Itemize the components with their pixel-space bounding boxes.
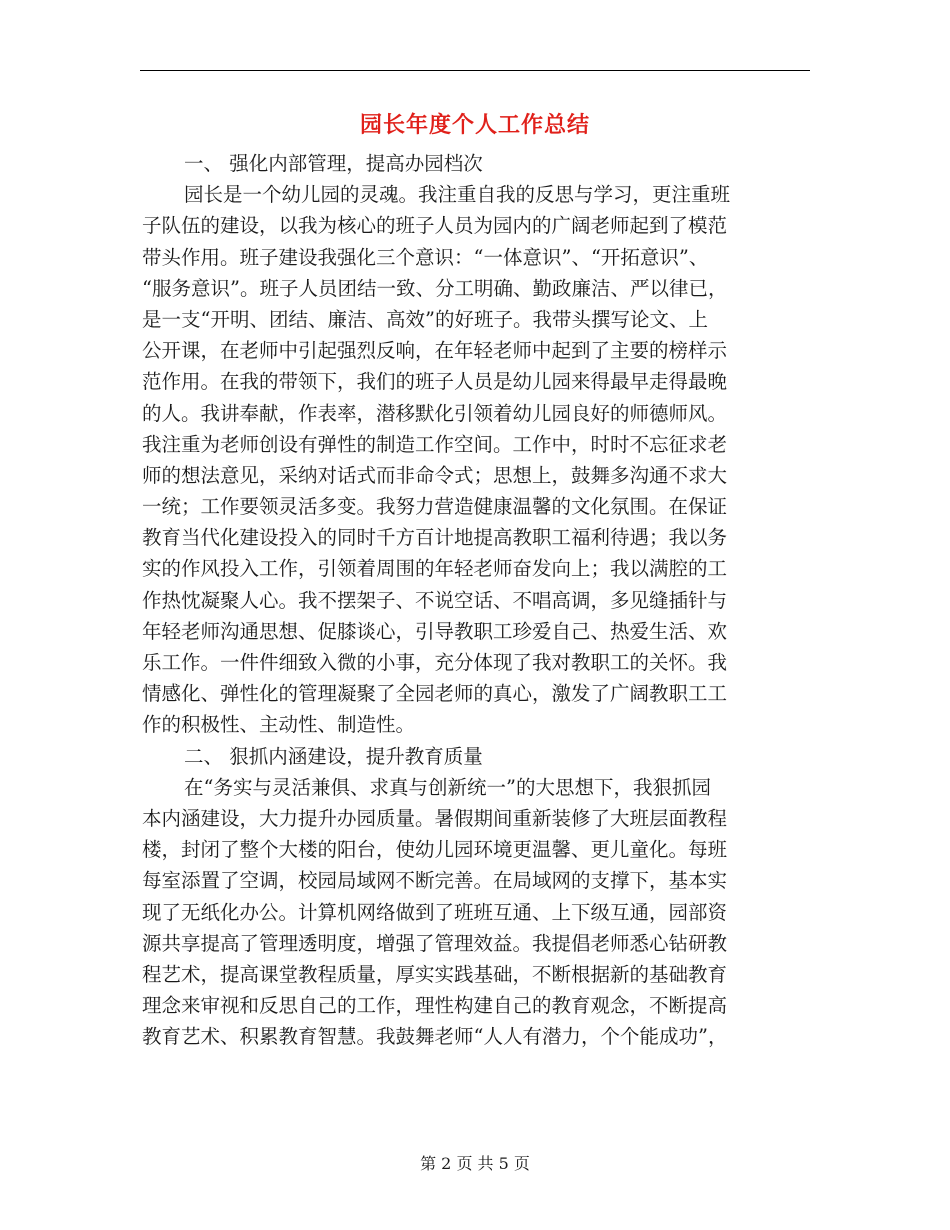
paragraph-line: 作热忱凝聚人心。我不摆架子、不说空话、不唱高调，多见缝插针与 bbox=[142, 588, 728, 612]
paragraph-line: 每室添置了空调，校园局域网不断完善。在局域网的支撑下，基本实 bbox=[142, 869, 728, 893]
paragraph-line: 带头作用。班子建设我强化三个意识：“一体意识”、“开拓意识”、 bbox=[142, 245, 709, 269]
document-title: 园长年度个人工作总结 bbox=[359, 112, 590, 138]
page-number-footer: 第 2 页 共 5 页 bbox=[420, 1154, 530, 1173]
paragraph-line: 乐工作。一件件细致入微的小事，充分体现了我对教职工的关怀。我 bbox=[142, 651, 728, 674]
paragraph-line: 本内涵建设，大力提升办园质量。暑假期间重新装修了大班层面教程 bbox=[142, 806, 728, 830]
paragraph-line: 是一支“开明、团结、廉洁、高效”的好班子。我带头撰写论文、上 bbox=[142, 307, 708, 331]
paragraph-line: 实的作风投入工作，引领着周围的年轻老师奋发向上；我以满腔的工 bbox=[142, 557, 728, 581]
paragraph-line: 教育当代化建设投入的同时千方百计地提高教职工福利待遇；我以务 bbox=[142, 526, 728, 550]
paragraph-line: 园长是一个幼儿园的灵魂。我注重自我的反思与学习，更注重班 bbox=[184, 183, 731, 207]
paragraph-line: 子队伍的建设，以我为核心的班子人员为园内的广阔老师起到了模范 bbox=[142, 214, 728, 238]
paragraph-line: 范作用。在我的带领下，我们的班子人员是幼儿园来得最早走得最晚 bbox=[142, 370, 728, 394]
document-body bbox=[142, 148, 812, 1052]
paragraph-line: 情感化、弹性化的管理凝聚了全园老师的真心，激发了广阔教职工工 bbox=[142, 682, 728, 706]
paragraph-line: 程艺术，提高课堂教程质量，厚实实践基础，不断根据新的基础教育 bbox=[142, 962, 728, 986]
paragraph-line: 楼，封闭了整个大楼的阳台，使幼儿园环境更温馨、更儿童化。每班 bbox=[142, 838, 728, 862]
paragraph-line: 现了无纸化办公。计算机网络做到了班班互通、上下级互通，园部资 bbox=[142, 900, 728, 924]
paragraph-line: 的人。我讲奉献，作表率，潜移默化引领着幼儿园良好的师德师风。 bbox=[142, 401, 728, 425]
paragraph-line: 理念来审视和反思自己的工作，理性构建自己的教育观念，不断提高 bbox=[142, 994, 728, 1018]
paragraph-line: 我注重为老师创设有弹性的制造工作空间。工作中，时时不忘征求老 bbox=[142, 432, 728, 456]
paragraph-line: 在“务实与灵活兼俱、求真与创新统一”的大思想下，我狠抓园 bbox=[184, 775, 711, 799]
paragraph-line: 一统；工作要领灵活多变。我努力营造健康温馨的文化氛围。在保证 bbox=[142, 495, 728, 519]
header-rule bbox=[140, 70, 810, 71]
paragraph-line: 年轻老师沟通思想、促膝谈心，引导教职工珍爱自己、热爱生活、欢 bbox=[142, 619, 728, 643]
section-heading: 一、 强化内部管理，提高办园档次 bbox=[184, 152, 483, 175]
paragraph-line: “服务意识”。班子人员团结一致、分工明确、勤政廉洁、严以律已， bbox=[142, 276, 728, 300]
paragraph-line: 源共享提高了管理透明度，增强了管理效益。我提倡老师悉心钻研教 bbox=[142, 931, 728, 955]
paragraph-line: 作的积极性、主动性、制造性。 bbox=[142, 713, 416, 737]
paragraph-line: 教育艺术、积累教育智慧。我鼓舞老师“人人有潜力，个个能成功”， bbox=[142, 1025, 728, 1049]
paragraph-line: 公开课，在老师中引起强烈反响，在年轻老师中起到了主要的榜样示 bbox=[142, 339, 728, 363]
section-heading: 二、 狠抓内涵建设，提升教育质量 bbox=[184, 744, 483, 768]
paragraph-line: 师的想法意见，采纳对话式而非命令式；思想上，鼓舞多沟通不求大 bbox=[142, 463, 728, 487]
